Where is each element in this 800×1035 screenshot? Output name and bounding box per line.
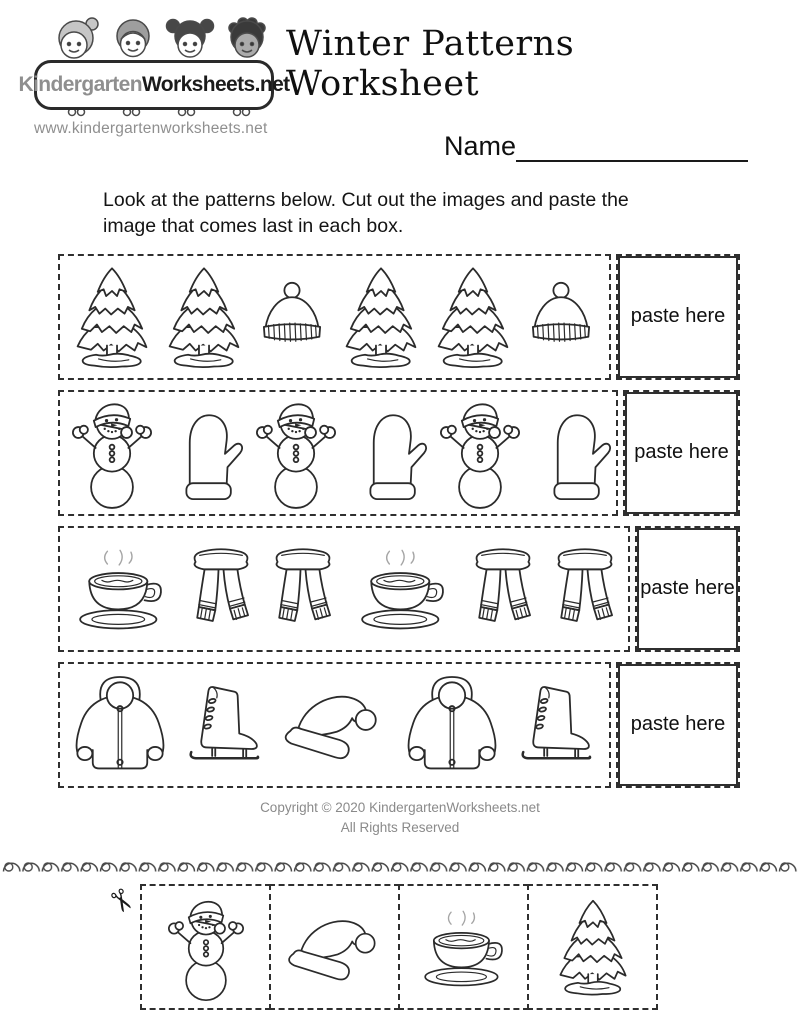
scarf-icon (180, 538, 262, 640)
paste-here-label: paste here (630, 713, 726, 736)
coat-icon (69, 670, 171, 779)
pattern-sequence (58, 526, 630, 652)
pattern-row (58, 526, 740, 652)
logo-box (18, 60, 290, 110)
paste-here-label: paste here (640, 577, 735, 600)
santa-hat-icon (278, 904, 390, 990)
scarf-icon (262, 538, 344, 640)
tree-icon (162, 265, 246, 369)
scarf-icon (462, 538, 544, 640)
name-line (444, 128, 748, 162)
header (0, 0, 800, 162)
tree-icon (70, 265, 154, 369)
snowman-icon (430, 396, 530, 509)
rights-line: All Rights Reserved (340, 820, 460, 836)
copyright (0, 798, 800, 839)
paste-here-box (635, 526, 740, 652)
scissors-icon: ✂ (99, 882, 142, 921)
logo (18, 10, 290, 148)
paste-here-box (616, 254, 740, 380)
skate-icon (178, 677, 268, 773)
snowman-icon (62, 396, 162, 509)
cocoa-icon (407, 904, 519, 990)
coat-icon (401, 670, 503, 779)
paste-here-label: paste here (630, 305, 726, 328)
cutout-row (99, 882, 800, 1010)
tree-icon (339, 265, 423, 369)
name-label: Name (443, 131, 516, 161)
instructions (103, 188, 800, 240)
cocoa-icon (344, 543, 462, 634)
mitten-icon (346, 401, 430, 505)
skate-icon (510, 677, 600, 773)
pattern-sequence (58, 390, 618, 516)
instructions-line-2: image that comes last in each box. (103, 214, 404, 237)
logo-text-worksheets: Worksheets.net (141, 73, 290, 96)
tree-icon (431, 265, 515, 369)
snowman-icon (158, 894, 253, 1001)
snowman-icon (246, 396, 346, 509)
cutout-box (140, 884, 271, 1010)
cutout-box (398, 884, 529, 1010)
scarf-icon (544, 538, 626, 640)
pattern-sequence (58, 254, 611, 380)
title-area (286, 10, 748, 162)
pattern-row (58, 254, 740, 380)
page-title: Winter Patterns Worksheet (286, 24, 575, 104)
scallop-divider (2, 850, 798, 874)
logo-text-kindergarten: Kindergarten (18, 73, 142, 96)
instructions-line-1: Look at the patterns below. Cut out the images and paste the (103, 189, 629, 211)
pattern-row (58, 390, 740, 516)
logo-url: www.kindergartenworksheets.net (34, 120, 268, 137)
pattern-row (58, 662, 740, 788)
beanie-icon (523, 279, 599, 355)
copyright-line: Copyright © 2020 KindergartenWorksheets.net (260, 799, 540, 815)
pattern-rows (58, 254, 740, 788)
cutout-box (527, 884, 658, 1010)
santa-hat-icon (275, 679, 393, 770)
mitten-icon (530, 401, 614, 505)
pattern-sequence (58, 662, 611, 788)
paste-here-box (616, 662, 740, 788)
cutout-box (269, 884, 400, 1010)
cutout-boxes (140, 884, 658, 1010)
tree-icon (553, 898, 633, 997)
name-blank-line (516, 128, 748, 162)
mitten-icon (162, 401, 246, 505)
beanie-icon (254, 279, 330, 355)
paste-here-label: paste here (634, 441, 729, 464)
paste-here-box (623, 390, 740, 516)
cocoa-icon (62, 543, 180, 634)
